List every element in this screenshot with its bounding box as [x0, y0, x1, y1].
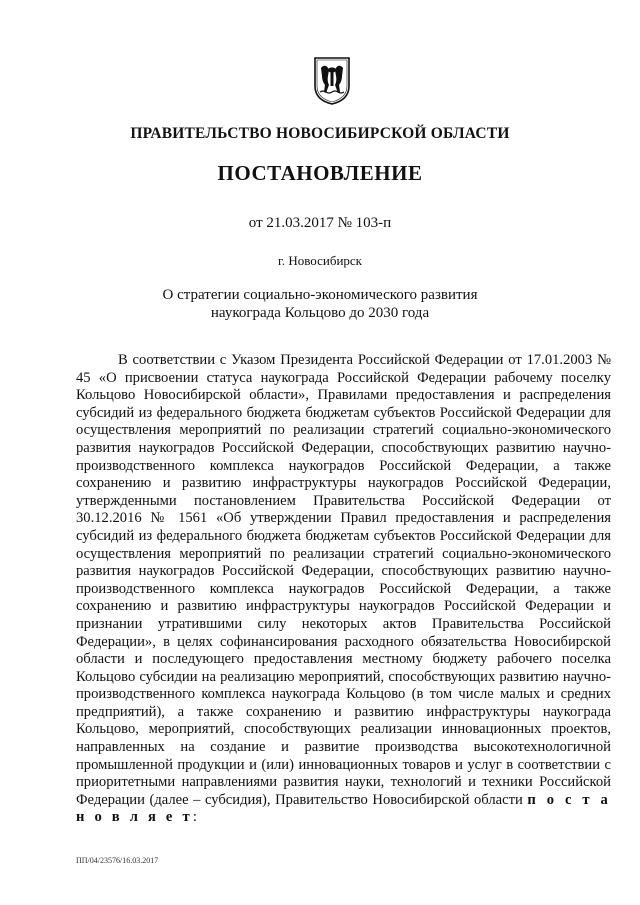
coat-of-arms-icon [313, 56, 351, 106]
action-word: п о с т а н о в л я е т [76, 791, 611, 826]
title-line-2: наукограда Кольцово до 2030 года [210, 305, 430, 321]
document-date: от 21.03.2017 [248, 215, 334, 231]
document-city: г. Новосибирск [277, 253, 362, 268]
footer-code: ПП/04/23576/16.03.2017 [76, 856, 159, 865]
title-line-1: О стратегии социально-экономического развития [162, 287, 478, 303]
body-text: В соответствии с Указом Президента Российской Федерации от 17.01.2003 № 45 «О присвоении статуса наукограда Российской Федерации рабочему поселку Кольцово Новосибирской области», Правилами предоставления и распределения субсидий из федерального бюджета бюджетам субъектов Российской Федерации для осуществления мероприятий по реализации стратегий социально-экономического развития наукоградов Российской Федерации, способствующих развитию научно-производственного комплекса наукоградов Российской Федерации, а также сохранению и развитию инфраструктуры наукоградов Российской Федерации, утвержденными постановлением Правительства Российской Федерации от 30.12.2016 № 1561 «Об утверждении Правил предоставления и распределения субсидий из федерального бюджета бюджетам субъектов Российской Федерации для осуществления мероприятий по реализации стратегий социально-экономического развития наукоградов Российской Федерации, способствующих развитию научно-производственного комплекса наукоградов Российской Федерации, а также сохранению и развитию инфраструктуры наукоградов Российской Федерации и признании утратившими силу некоторых актов Правительства Российской Федерации», в целях софинансирования расходного обязательства Новосибирской области и последующего предоставления местному бюджету рабочего поселка Кольцово субсидии на реализацию мероприятий, способствующих развитию научно-производственного комплекса наукограда Кольцово (в том числе малых и средних предприятий), а также сохранению и развитию инфраструктуры наукограда Кольцово, мероприятий, способствующих реализации инновационных проектов, направленных на создание и развитие производства высокотехнологичной промышленной продукции и (или) инновационных товаров и услуг в соответствии с приоритетными направлениями развития науки, технологий и техники Российской Федерации (далее – субсидия), Правительство Новосибирской области [76, 352, 611, 808]
body-ending: : [192, 809, 197, 826]
document-date-line [0, 215, 640, 232]
document-number: № 103-п [337, 215, 392, 231]
document-kind: ПОСТАНОВЛЕНИЕ [217, 161, 423, 185]
document-title [0, 286, 640, 322]
body-paragraph [76, 352, 611, 827]
government-name: ПРАВИТЕЛЬСТВО НОВОСИБИРСКОЙ ОБЛАСТИ [130, 125, 510, 142]
